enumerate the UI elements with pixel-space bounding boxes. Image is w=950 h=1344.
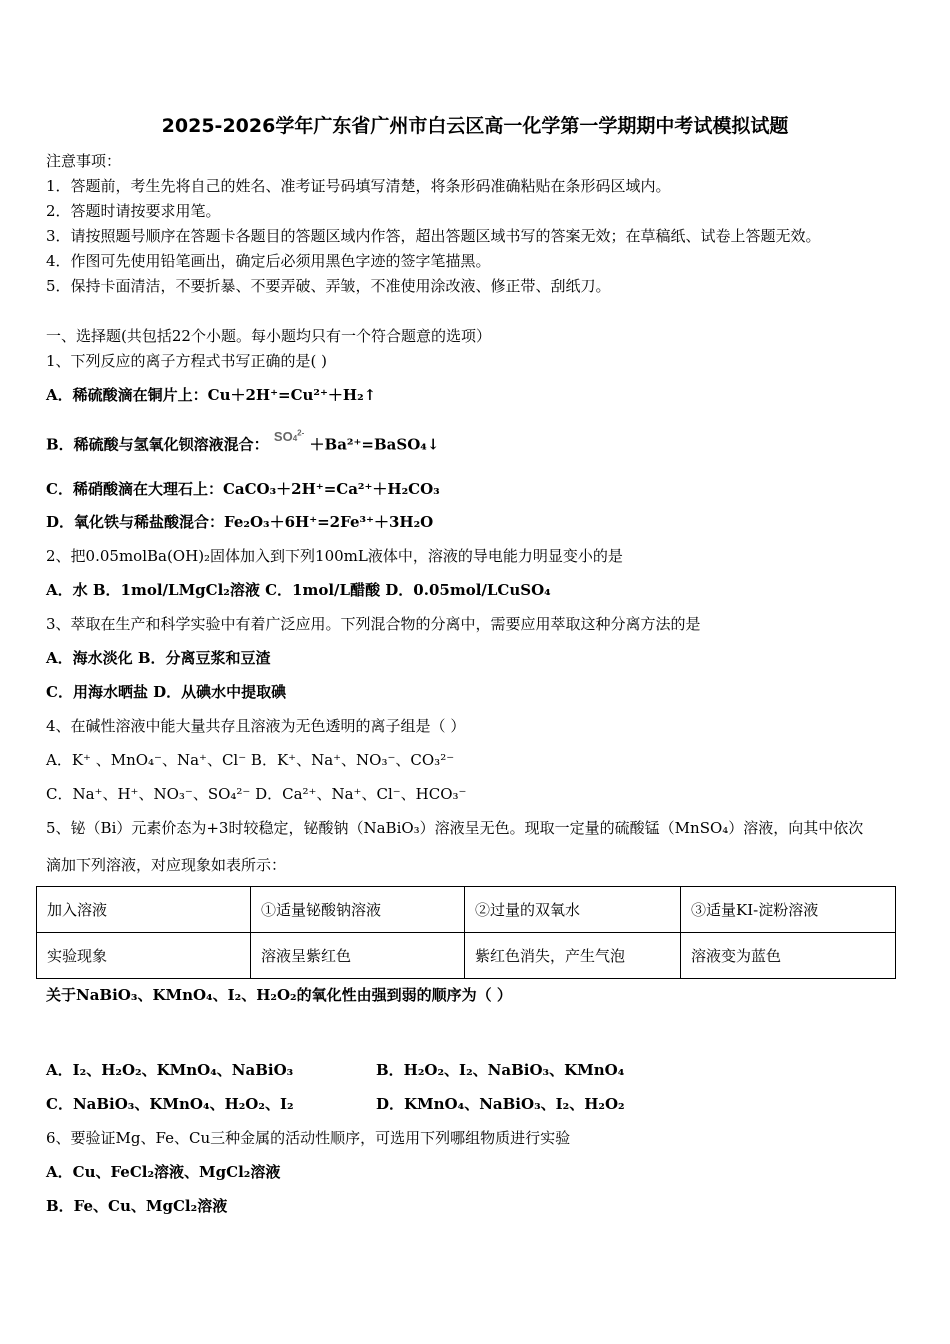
option-a: A．I₂、H₂O₂、KMnO₄、NaBiO₃ — [46, 1061, 294, 1079]
options-line: C．用海水晒盐 D．从碘水中提取碘 — [46, 683, 287, 701]
option-b-prefix: B．稀硫酸与氢氧化钡溶液混合： — [46, 435, 269, 454]
table-cell: 加入溶液 — [37, 887, 251, 933]
question-stem: 3、萃取在生产和科学实验中有着广泛应用。下列混合物的分离中，需要应用萃取这种分离方法的是 — [46, 615, 701, 633]
question-stem: 4、在碱性溶液中能大量共存且溶液为无色透明的离子组是（ ） — [46, 717, 466, 735]
table-cell: 实验现象 — [37, 933, 251, 979]
question-stem-continued: 滴加下列溶液，对应现象如表所示： — [46, 856, 287, 874]
option-b: B．Fe、Cu、MgCl₂溶液 — [46, 1197, 228, 1215]
question-stem: 5、铋（Bi）元素价态为+3时较稳定，铋酸钠（NaBiO₃）溶液呈无色。现取一定量的硫酸锰（MnSO₄）溶液，向其中依次 — [46, 819, 864, 837]
option-b: B．H₂O₂、I₂、NaBiO₃、KMnO₄ — [376, 1061, 625, 1079]
section-heading: 一、选择题(共包括22个小题。每小题均只有一个符合题意的选项） — [46, 327, 491, 345]
question-stem: 6、要验证Mg、Fe、Cu三种金属的活动性顺序，可选用下列哪组物质进行实验 — [46, 1129, 571, 1147]
table-cell: 紫红色消失，产生气泡 — [465, 933, 681, 979]
options-line: A．水 B．1mol/LMgCl₂溶液 C．1mol/L醋酸 D．0.05mol/LCuSO₄ — [46, 581, 551, 599]
table-row — [37, 933, 896, 979]
page-title: 2025-2026学年广东省广州市白云区高一化学第一学期期中考试模拟试题 — [161, 115, 789, 137]
option-c: C．稀硝酸滴在大理石上：CaCO₃＋2H⁺=Ca²⁺＋H₂CO₃ — [46, 480, 440, 498]
question-stem: 2、把0.05molBa(OH)₂固体加入到下列100mL液体中，溶液的导电能力明显变小的是 — [46, 547, 623, 565]
table-cell: ②过量的双氧水 — [465, 887, 681, 933]
options-line: A．海水淡化 B．分离豆浆和豆渣 — [46, 649, 271, 667]
sulfate-formula-image: $SO4^{2-}$ — [273, 429, 305, 445]
option-b — [46, 429, 440, 457]
table-cell: 溶液变为蓝色 — [681, 933, 896, 979]
options-line: A．K⁺ 、MnO₄⁻、Na⁺、Cl⁻ B．K⁺、Na⁺、NO₃⁻、CO₃²⁻ — [46, 751, 455, 769]
option-a: A．稀硫酸滴在铜片上：Cu＋2H⁺=Cu²⁺＋H₂↑ — [46, 386, 377, 404]
table-cell: ①适量铋酸钠溶液 — [251, 887, 465, 933]
options-line: C．Na⁺、H⁺、NO₃⁻、SO₄²⁻ D．Ca²⁺、Na⁺、Cl⁻、HCO₃⁻ — [46, 785, 467, 803]
table-cell: 溶液呈紫红色 — [251, 933, 465, 979]
question-stem: 1、下列反应的离子方程式书写正确的是( ) — [46, 352, 328, 370]
option-d: D．KMnO₄、NaBiO₃、I₂、H₂O₂ — [376, 1095, 625, 1113]
experiment-table — [36, 886, 896, 979]
notes-heading: 注意事项： — [46, 152, 122, 170]
note-item: 1．答题前，考生先将自己的姓名、准考证号码填写清楚，将条形码准确粘贴在条形码区域内。 — [46, 177, 671, 195]
option-b-suffix: ＋Ba²⁺=BaSO₄↓ — [309, 435, 440, 454]
note-item: 2．答题时请按要求用笔。 — [46, 202, 221, 220]
table-row — [37, 887, 896, 933]
note-item: 3．请按照题号顺序在答题卡各题目的答题区域内作答，超出答题区域书写的答案无效；在草稿纸、试卷上答题无效。 — [46, 227, 821, 245]
option-d: D．氧化铁与稀盐酸混合：Fe₂O₃＋6H⁺=2Fe³⁺＋3H₂O — [46, 513, 434, 531]
note-item: 5．保持卡面清洁，不要折暴、不要弄破、弄皱，不准使用涂改液、修正带、刮纸刀。 — [46, 277, 611, 295]
note-item: 4．作图可先使用铅笔画出，确定后必须用黑色字迹的签字笔描黑。 — [46, 252, 491, 270]
option-c: C．NaBiO₃、KMnO₄、H₂O₂、I₂ — [46, 1095, 294, 1113]
option-a: A．Cu、FeCl₂溶液、MgCl₂溶液 — [46, 1163, 281, 1181]
question-sub-stem: 关于NaBiO₃、KMnO₄、I₂、H₂O₂的氧化性由强到弱的顺序为（ ） — [46, 986, 512, 1004]
table-cell: ③适量KI-淀粉溶液 — [681, 887, 896, 933]
